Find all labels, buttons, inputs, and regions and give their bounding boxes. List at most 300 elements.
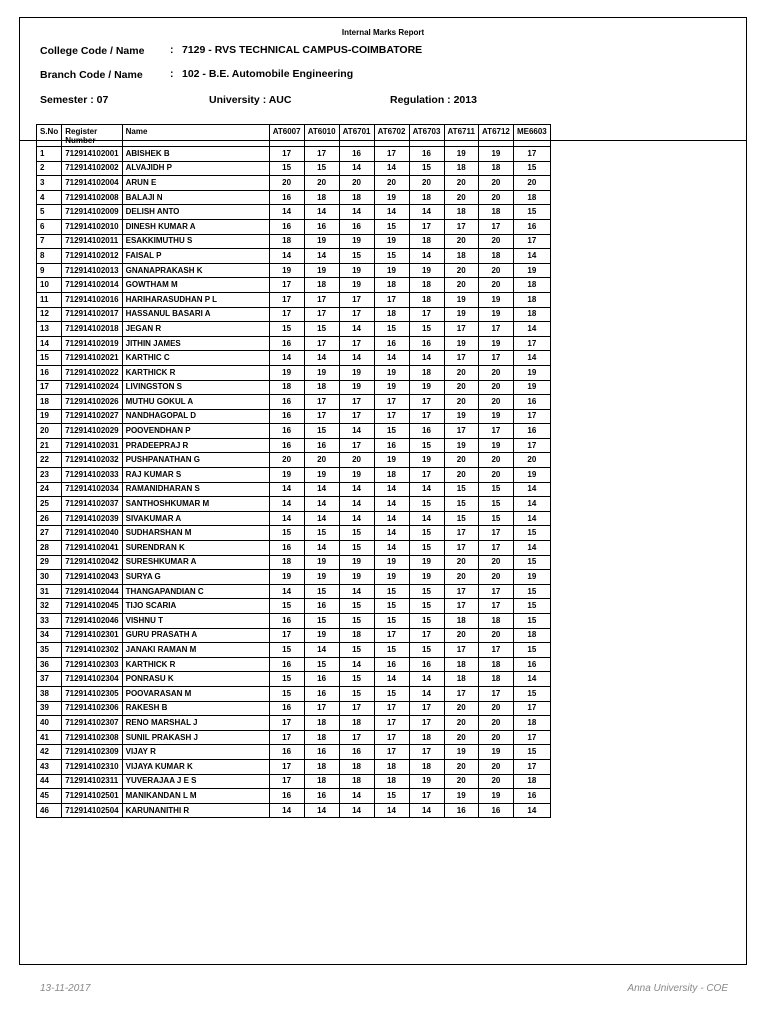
student-name-cell: MUTHU GOKUL A xyxy=(122,395,269,410)
sno-cell: 24 xyxy=(37,482,62,497)
mark-cell: 17 xyxy=(409,468,444,483)
mark-cell: 15 xyxy=(269,672,304,687)
mark-cell: 14 xyxy=(339,205,374,220)
mark-cell: 14 xyxy=(339,497,374,512)
table-row xyxy=(37,686,551,701)
mark-cell: 17 xyxy=(339,307,374,322)
mark-cell: 19 xyxy=(444,147,478,162)
table-row xyxy=(37,555,551,570)
mark-cell: 14 xyxy=(339,584,374,599)
mark-cell: 15 xyxy=(304,584,339,599)
mark-cell: 19 xyxy=(478,409,513,424)
mark-cell: 19 xyxy=(409,555,444,570)
mark-cell: 14 xyxy=(304,511,339,526)
mark-cell: 17 xyxy=(513,730,550,745)
col-subject-header: AT6010 xyxy=(304,125,339,147)
mark-cell: 17 xyxy=(339,438,374,453)
table-row xyxy=(37,205,551,220)
register-number-cell: 712914102018 xyxy=(62,322,122,337)
mark-cell: 19 xyxy=(478,292,513,307)
table-row xyxy=(37,380,551,395)
mark-cell: 19 xyxy=(304,555,339,570)
sno-cell: 30 xyxy=(37,570,62,585)
sno-cell: 44 xyxy=(37,774,62,789)
mark-cell: 15 xyxy=(409,541,444,556)
mark-cell: 17 xyxy=(478,686,513,701)
student-name-cell: JANAKI RAMAN M xyxy=(122,643,269,658)
mark-cell: 19 xyxy=(444,307,478,322)
mark-cell: 14 xyxy=(409,205,444,220)
student-name-cell: ABISHEK B xyxy=(122,147,269,162)
mark-cell: 18 xyxy=(374,468,409,483)
mark-cell: 18 xyxy=(478,161,513,176)
sno-cell: 34 xyxy=(37,628,62,643)
mark-cell: 15 xyxy=(513,686,550,701)
table-row xyxy=(37,541,551,556)
mark-cell: 20 xyxy=(478,774,513,789)
mark-cell: 18 xyxy=(304,278,339,293)
table-row xyxy=(37,351,551,366)
mark-cell: 17 xyxy=(478,351,513,366)
mark-cell: 14 xyxy=(513,541,550,556)
mark-cell: 15 xyxy=(339,643,374,658)
sno-cell: 29 xyxy=(37,555,62,570)
col-name-header: Name xyxy=(122,125,269,147)
footer-date: 13-11-2017 xyxy=(40,983,91,994)
register-number-cell: 712914102011 xyxy=(62,234,122,249)
mark-cell: 20 xyxy=(444,555,478,570)
table-row xyxy=(37,424,551,439)
mark-cell: 15 xyxy=(304,322,339,337)
mark-cell: 18 xyxy=(409,234,444,249)
sno-cell: 15 xyxy=(37,351,62,366)
mark-cell: 14 xyxy=(339,161,374,176)
sno-cell: 21 xyxy=(37,438,62,453)
mark-cell: 18 xyxy=(409,190,444,205)
mark-cell: 16 xyxy=(409,147,444,162)
mark-cell: 18 xyxy=(304,190,339,205)
mark-cell: 18 xyxy=(409,365,444,380)
mark-cell: 19 xyxy=(374,190,409,205)
sno-cell: 9 xyxy=(37,263,62,278)
mark-cell: 19 xyxy=(409,570,444,585)
mark-cell: 18 xyxy=(478,249,513,264)
mark-cell: 18 xyxy=(269,380,304,395)
mark-cell: 18 xyxy=(478,205,513,220)
table-row xyxy=(37,307,551,322)
table-row xyxy=(37,147,551,162)
col-subject-header: AT6712 xyxy=(478,125,513,147)
mark-cell: 15 xyxy=(339,249,374,264)
student-name-cell: VISHNU T xyxy=(122,614,269,629)
table-row xyxy=(37,249,551,264)
student-name-cell: POOVENDHAN P xyxy=(122,424,269,439)
mark-cell: 18 xyxy=(339,628,374,643)
mark-cell: 17 xyxy=(478,526,513,541)
mark-cell: 14 xyxy=(374,161,409,176)
sno-cell: 12 xyxy=(37,307,62,322)
mark-cell: 14 xyxy=(409,686,444,701)
mark-cell: 18 xyxy=(513,292,550,307)
sno-cell: 19 xyxy=(37,409,62,424)
table-row xyxy=(37,482,551,497)
mark-cell: 20 xyxy=(478,263,513,278)
mark-cell: 14 xyxy=(339,322,374,337)
mark-cell: 17 xyxy=(269,147,304,162)
mark-cell: 18 xyxy=(374,278,409,293)
table-header-row xyxy=(37,125,551,147)
mark-cell: 16 xyxy=(513,657,550,672)
mark-cell: 16 xyxy=(513,789,550,804)
mark-cell: 19 xyxy=(478,307,513,322)
student-name-cell: RAJ KUMAR S xyxy=(122,468,269,483)
mark-cell: 18 xyxy=(409,730,444,745)
mark-cell: 16 xyxy=(269,614,304,629)
sno-cell: 33 xyxy=(37,614,62,629)
mark-cell: 14 xyxy=(339,482,374,497)
register-number-cell: 712914102306 xyxy=(62,701,122,716)
mark-cell: 20 xyxy=(478,759,513,774)
col-register-header: Register Number xyxy=(62,125,122,147)
sno-cell: 40 xyxy=(37,716,62,731)
mark-cell: 15 xyxy=(269,643,304,658)
mark-cell: 18 xyxy=(409,292,444,307)
student-name-cell: HASSANUL BASARI A xyxy=(122,307,269,322)
sno-cell: 31 xyxy=(37,584,62,599)
mark-cell: 20 xyxy=(444,730,478,745)
mark-cell: 16 xyxy=(478,803,513,818)
sno-cell: 35 xyxy=(37,643,62,658)
sno-cell: 3 xyxy=(37,176,62,191)
mark-cell: 17 xyxy=(444,584,478,599)
student-name-cell: VIJAYA KUMAR K xyxy=(122,759,269,774)
sno-cell: 17 xyxy=(37,380,62,395)
sno-cell: 23 xyxy=(37,468,62,483)
table-row xyxy=(37,292,551,307)
mark-cell: 14 xyxy=(304,482,339,497)
student-name-cell: GNANAPRAKASH K xyxy=(122,263,269,278)
mark-cell: 15 xyxy=(409,643,444,658)
mark-cell: 14 xyxy=(304,249,339,264)
mark-cell: 19 xyxy=(409,380,444,395)
sno-cell: 25 xyxy=(37,497,62,512)
mark-cell: 20 xyxy=(304,453,339,468)
student-name-cell: JITHIN JAMES xyxy=(122,336,269,351)
mark-cell: 15 xyxy=(304,526,339,541)
university-field: University : AUC xyxy=(209,94,292,106)
register-number-cell: 712914102039 xyxy=(62,511,122,526)
mark-cell: 20 xyxy=(444,468,478,483)
mark-cell: 20 xyxy=(444,263,478,278)
mark-cell: 19 xyxy=(374,555,409,570)
mark-cell: 14 xyxy=(513,249,550,264)
mark-cell: 15 xyxy=(304,424,339,439)
mark-cell: 19 xyxy=(269,468,304,483)
mark-cell: 18 xyxy=(513,307,550,322)
mark-cell: 17 xyxy=(269,774,304,789)
register-number-cell: 712914102305 xyxy=(62,686,122,701)
mark-cell: 17 xyxy=(478,541,513,556)
mark-cell: 20 xyxy=(444,395,478,410)
mark-cell: 17 xyxy=(513,409,550,424)
mark-cell: 17 xyxy=(304,395,339,410)
mark-cell: 14 xyxy=(513,351,550,366)
mark-cell: 14 xyxy=(374,672,409,687)
student-name-cell: PONRASU K xyxy=(122,672,269,687)
mark-cell: 16 xyxy=(409,336,444,351)
mark-cell: 15 xyxy=(374,599,409,614)
mark-cell: 14 xyxy=(374,351,409,366)
sno-cell: 5 xyxy=(37,205,62,220)
sno-cell: 42 xyxy=(37,745,62,760)
college-value: 7129 - RVS TECHNICAL CAMPUS-COIMBATORE xyxy=(182,44,423,56)
mark-cell: 19 xyxy=(444,789,478,804)
mark-cell: 17 xyxy=(374,292,409,307)
register-number-cell: 712914102303 xyxy=(62,657,122,672)
mark-cell: 15 xyxy=(513,205,550,220)
mark-cell: 17 xyxy=(513,759,550,774)
table-row xyxy=(37,497,551,512)
mark-cell: 18 xyxy=(304,759,339,774)
mark-cell: 20 xyxy=(478,628,513,643)
table-row xyxy=(37,322,551,337)
table-row xyxy=(37,701,551,716)
table-row xyxy=(37,438,551,453)
mark-cell: 17 xyxy=(409,409,444,424)
mark-cell: 17 xyxy=(444,219,478,234)
mark-cell: 19 xyxy=(513,365,550,380)
col-subject-header: ME6603 xyxy=(513,125,550,147)
table-row xyxy=(37,570,551,585)
register-number-cell: 712914102309 xyxy=(62,745,122,760)
mark-cell: 15 xyxy=(339,614,374,629)
marks-table xyxy=(36,124,551,818)
mark-cell: 20 xyxy=(444,278,478,293)
student-name-cell: KARTHIC C xyxy=(122,351,269,366)
mark-cell: 19 xyxy=(513,380,550,395)
mark-cell: 19 xyxy=(269,263,304,278)
mark-cell: 15 xyxy=(513,555,550,570)
mark-cell: 19 xyxy=(374,453,409,468)
mark-cell: 17 xyxy=(478,219,513,234)
student-name-cell: MANIKANDAN L M xyxy=(122,789,269,804)
mark-cell: 19 xyxy=(513,263,550,278)
mark-cell: 17 xyxy=(339,701,374,716)
table-row xyxy=(37,468,551,483)
mark-cell: 18 xyxy=(339,716,374,731)
sno-cell: 8 xyxy=(37,249,62,264)
student-name-cell: RAMANIDHARAN S xyxy=(122,482,269,497)
mark-cell: 19 xyxy=(304,365,339,380)
mark-cell: 17 xyxy=(269,730,304,745)
mark-cell: 18 xyxy=(444,657,478,672)
mark-cell: 20 xyxy=(513,453,550,468)
mark-cell: 15 xyxy=(513,599,550,614)
mark-cell: 20 xyxy=(478,730,513,745)
mark-cell: 17 xyxy=(444,424,478,439)
mark-cell: 20 xyxy=(478,190,513,205)
marks-table-body xyxy=(37,147,551,818)
mark-cell: 20 xyxy=(478,365,513,380)
mark-cell: 15 xyxy=(409,322,444,337)
table-row xyxy=(37,453,551,468)
table-row xyxy=(37,789,551,804)
mark-cell: 16 xyxy=(269,657,304,672)
mark-cell: 17 xyxy=(339,730,374,745)
mark-cell: 19 xyxy=(478,745,513,760)
mark-cell: 18 xyxy=(513,190,550,205)
table-row xyxy=(37,745,551,760)
mark-cell: 18 xyxy=(478,657,513,672)
mark-cell: 15 xyxy=(478,497,513,512)
table-row xyxy=(37,263,551,278)
mark-cell: 16 xyxy=(269,219,304,234)
register-number-cell: 712914102008 xyxy=(62,190,122,205)
mark-cell: 15 xyxy=(409,584,444,599)
mark-cell: 15 xyxy=(269,599,304,614)
mark-cell: 19 xyxy=(339,263,374,278)
mark-cell: 14 xyxy=(304,205,339,220)
mark-cell: 20 xyxy=(444,190,478,205)
mark-cell: 18 xyxy=(339,759,374,774)
mark-cell: 15 xyxy=(374,424,409,439)
mark-cell: 17 xyxy=(409,701,444,716)
mark-cell: 20 xyxy=(478,380,513,395)
mark-cell: 16 xyxy=(339,219,374,234)
mark-cell: 14 xyxy=(513,672,550,687)
mark-cell: 17 xyxy=(304,336,339,351)
sno-cell: 10 xyxy=(37,278,62,293)
mark-cell: 18 xyxy=(478,614,513,629)
mark-cell: 15 xyxy=(444,497,478,512)
mark-cell: 20 xyxy=(478,701,513,716)
student-name-cell: SURENDRAN K xyxy=(122,541,269,556)
register-number-cell: 712914102042 xyxy=(62,555,122,570)
mark-cell: 18 xyxy=(478,672,513,687)
table-row xyxy=(37,161,551,176)
table-row xyxy=(37,219,551,234)
student-name-cell: POOVARASAN M xyxy=(122,686,269,701)
mark-cell: 18 xyxy=(513,774,550,789)
register-number-cell: 712914102302 xyxy=(62,643,122,658)
student-name-cell: KARUNANITHI R xyxy=(122,803,269,818)
mark-cell: 19 xyxy=(339,278,374,293)
mark-cell: 18 xyxy=(444,205,478,220)
student-name-cell: GOWTHAM M xyxy=(122,278,269,293)
mark-cell: 14 xyxy=(339,424,374,439)
mark-cell: 19 xyxy=(513,570,550,585)
register-number-cell: 712914102033 xyxy=(62,468,122,483)
mark-cell: 19 xyxy=(478,438,513,453)
register-number-cell: 712914102045 xyxy=(62,599,122,614)
mark-cell: 17 xyxy=(513,147,550,162)
mark-cell: 14 xyxy=(374,511,409,526)
mark-cell: 19 xyxy=(374,234,409,249)
mark-cell: 18 xyxy=(444,614,478,629)
mark-cell: 14 xyxy=(513,482,550,497)
mark-cell: 17 xyxy=(513,438,550,453)
register-number-cell: 712914102307 xyxy=(62,716,122,731)
mark-cell: 14 xyxy=(269,803,304,818)
mark-cell: 17 xyxy=(478,584,513,599)
mark-cell: 20 xyxy=(513,176,550,191)
mark-cell: 17 xyxy=(478,599,513,614)
mark-cell: 16 xyxy=(269,336,304,351)
mark-cell: 14 xyxy=(304,541,339,556)
mark-cell: 17 xyxy=(269,759,304,774)
student-name-cell: ALVAJIDH P xyxy=(122,161,269,176)
mark-cell: 19 xyxy=(339,570,374,585)
mark-cell: 15 xyxy=(513,161,550,176)
mark-cell: 17 xyxy=(374,730,409,745)
mark-cell: 20 xyxy=(444,759,478,774)
sno-cell: 43 xyxy=(37,759,62,774)
mark-cell: 18 xyxy=(304,380,339,395)
mark-cell: 18 xyxy=(304,716,339,731)
mark-cell: 19 xyxy=(339,380,374,395)
mark-cell: 17 xyxy=(409,219,444,234)
mark-cell: 14 xyxy=(374,541,409,556)
mark-cell: 16 xyxy=(513,395,550,410)
mark-cell: 18 xyxy=(513,278,550,293)
mark-cell: 14 xyxy=(269,584,304,599)
mark-cell: 15 xyxy=(339,686,374,701)
mark-cell: 14 xyxy=(339,351,374,366)
mark-cell: 14 xyxy=(409,803,444,818)
table-row xyxy=(37,234,551,249)
table-row xyxy=(37,657,551,672)
college-colon: : xyxy=(170,44,174,56)
register-number-cell: 712914102301 xyxy=(62,628,122,643)
register-number-cell: 712914102310 xyxy=(62,759,122,774)
mark-cell: 15 xyxy=(304,614,339,629)
mark-cell: 20 xyxy=(478,278,513,293)
mark-cell: 16 xyxy=(304,672,339,687)
mark-cell: 17 xyxy=(478,424,513,439)
mark-cell: 15 xyxy=(374,219,409,234)
mark-cell: 14 xyxy=(409,249,444,264)
mark-cell: 16 xyxy=(269,424,304,439)
mark-cell: 18 xyxy=(513,628,550,643)
mark-cell: 14 xyxy=(409,351,444,366)
mark-cell: 14 xyxy=(339,657,374,672)
mark-cell: 19 xyxy=(304,570,339,585)
mark-cell: 15 xyxy=(409,599,444,614)
mark-cell: 19 xyxy=(269,570,304,585)
mark-cell: 16 xyxy=(409,657,444,672)
mark-cell: 15 xyxy=(304,657,339,672)
mark-cell: 15 xyxy=(409,161,444,176)
mark-cell: 14 xyxy=(513,322,550,337)
mark-cell: 19 xyxy=(478,789,513,804)
mark-cell: 16 xyxy=(304,438,339,453)
mark-cell: 20 xyxy=(374,176,409,191)
mark-cell: 20 xyxy=(304,176,339,191)
register-number-cell: 712914102041 xyxy=(62,541,122,556)
mark-cell: 14 xyxy=(409,511,444,526)
mark-cell: 15 xyxy=(409,526,444,541)
register-number-cell: 712914102304 xyxy=(62,672,122,687)
sno-cell: 7 xyxy=(37,234,62,249)
mark-cell: 16 xyxy=(513,219,550,234)
col-subject-header: AT6701 xyxy=(339,125,374,147)
mark-cell: 19 xyxy=(513,468,550,483)
mark-cell: 18 xyxy=(374,759,409,774)
mark-cell: 16 xyxy=(444,803,478,818)
table-row xyxy=(37,672,551,687)
mark-cell: 17 xyxy=(339,409,374,424)
mark-cell: 17 xyxy=(269,292,304,307)
